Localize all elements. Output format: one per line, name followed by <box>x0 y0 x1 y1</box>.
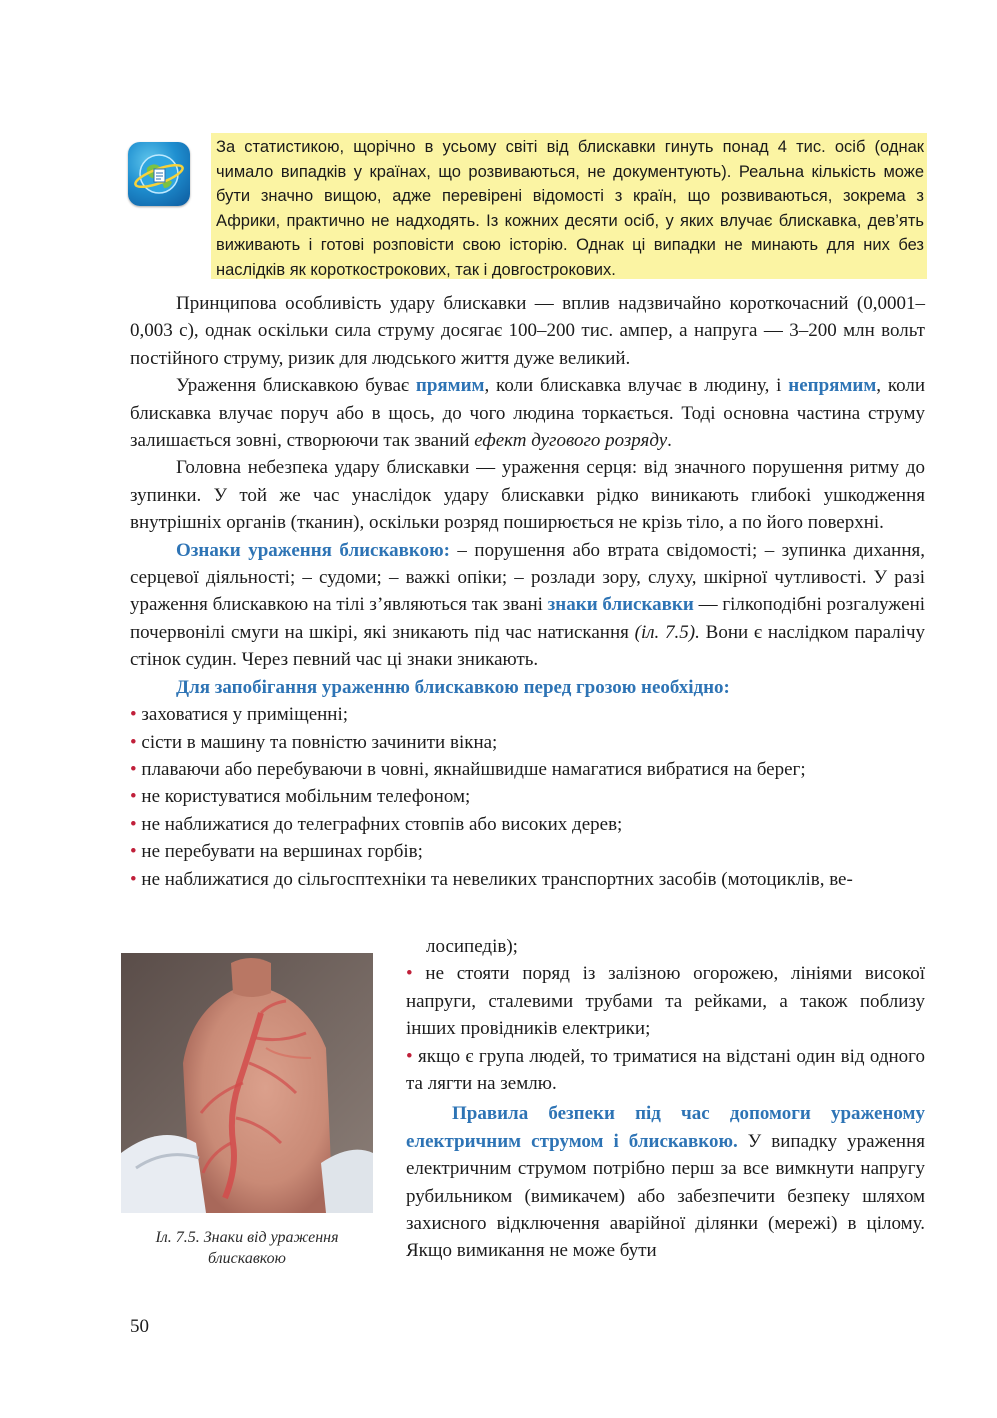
right-column-text <box>406 933 925 1265</box>
text-run: Ураження блискавкою буває <box>176 375 416 397</box>
bullet-item <box>130 756 925 783</box>
info-callout-text: За статистикою, щорічно в усьому світі від блискавки гинуть понад 4 тис. осіб (однак чимало випадків у країнах, що розвиваються, не документують). Реальна кількість може бути значно вищою, адже перевірені відомості з країн, що розвиваються, зокрема з Африки, практично не надходять. Із кожних десяти осіб, у яких влучає блискавка, дев’ять виживають і готові розповісти свою історію. Однак ці випадки не минають для них без наслідків як короткострокових, так і довгострокових. <box>216 138 924 279</box>
bullet-item <box>130 811 925 838</box>
text-run: – порушення або втрата свідомості; – зупинка дихання, серцевої діяльності; – судоми; – важкі опіки; – розлади зору, слуху, шкірної чутливості. У разі ураження блискавкою на тілі з’являються так звані <box>130 539 925 616</box>
bullet-item <box>130 783 925 810</box>
paragraph-symptoms <box>130 537 925 674</box>
bullet-marker: • <box>130 704 137 726</box>
bullet-marker: • <box>130 868 137 890</box>
bullet-text: сісти в машину та повністю зачинити вікна; <box>141 731 498 753</box>
bullet-marker: • <box>130 731 137 753</box>
paragraph-heart-danger: Головна небезпека удару блискавки — ураження серця: від значного порушення ритму до зупинки. У той же час унаслідок удару блискавки рідко виникають глибокі ушкодження внутрішніх органів (тканин), оскільки розряд поширюється не крізь тіло, а по його поверхні. <box>130 457 925 534</box>
figure-photo <box>121 953 373 1213</box>
bullet-marker: • <box>406 963 413 985</box>
safety-text: У випадку ураження електричним струмом потрібно перш за все вимкнути напругу рубильником (вимикачем) або забезпечити безпеку шляхом захисного відключення аварійної ділянки (мережі) в цілому. Якщо вимикання не може бути <box>406 1130 925 1262</box>
symptoms-heading: Ознаки ураження блискавкою: <box>176 539 450 561</box>
page-number: 50 <box>130 1316 149 1337</box>
bullet-marker: • <box>130 841 137 863</box>
bullet-marker: • <box>130 813 137 835</box>
bullet-text: не перебувати на вершинах горбів; <box>141 841 423 863</box>
bullet-marker: • <box>130 758 137 780</box>
text-run: . <box>667 430 672 452</box>
figure-reference: (іл. 7.5). <box>634 621 700 643</box>
bullet-item <box>130 701 925 728</box>
bullet-text: не стояти поряд із залізною огорожею, лініями високої напруги, сталевими трубами та рейками, а також поблизу інших провідників електрики; <box>406 963 925 1040</box>
bullet-item <box>130 729 925 756</box>
term-direct: прямим <box>415 375 485 397</box>
bullet-text: не користуватися мобільним телефоном; <box>141 786 471 808</box>
bullet-text: якщо є група людей, то триматися на відстані один від одного та лягти на землю. <box>406 1045 926 1095</box>
main-text <box>130 290 925 893</box>
bullet-item <box>130 866 925 893</box>
info-callout <box>211 133 927 279</box>
figure-caption: Іл. 7.5. Знаки від ураження блискавкою <box>155 1229 339 1267</box>
bullet-item <box>406 1043 925 1098</box>
bullet-text: не наближатися до сільгосптехніки та невеликих транспортних засобів (мотоциклів, ве- <box>141 868 853 890</box>
paragraph-lightning-types <box>130 372 925 454</box>
bullet-marker: • <box>130 786 137 808</box>
safety-heading: Правила безпеки під час допомоги ураженому електричним струмом і блискавкою. <box>406 1103 925 1152</box>
text-run: — гілкоподібні розгалужені почервонілі смуги на шкірі, які зникають під час натискання <box>130 594 926 643</box>
prevention-heading: Для запобігання ураженню блискавкою перед грозою необхідно: <box>176 676 730 698</box>
term-lightning-marks: знаки блискавки <box>547 594 694 616</box>
bullet-item <box>130 838 925 865</box>
bullet-continuation: лосипедів); <box>426 936 518 957</box>
bullet-text: заховатися у приміщенні; <box>141 704 349 726</box>
bullet-marker: • <box>406 1045 413 1067</box>
text-run: , коли блискавка влучає в людину, і <box>484 375 789 397</box>
text-run: , коли блискавка влучає поруч або в щось, до чого людина торкається. Тоді основна частина струму залишається зовні, створюючи так званий <box>130 375 926 452</box>
text-run: Вони є наслідком паралічу стінок судин. Через певний час ці знаки зникають. <box>130 621 926 671</box>
bullet-text: плаваючи або перебуваючи в човні, якнайшвидше намагатися вибратися на берег; <box>141 758 806 780</box>
paragraph-safety-rules <box>406 1100 925 1264</box>
globe-info-icon <box>128 142 190 206</box>
bullet-item <box>406 960 925 1042</box>
term-indirect: непрямим <box>788 375 877 397</box>
term-arc-effect: ефект дугового розряду <box>474 430 668 452</box>
bullet-text: не наближатися до телеграфних стовпів або високих дерев; <box>141 813 623 835</box>
paragraph-lightning-features: Принципова особливість удару блискавки — вплив надзвичайно короткочасний (0,0001–0,003 с), однак оскільки сила струму досягає 100–200 тис. ампер, а напруга — 3–200 млн вольт постійного струму, ризик для людського життя дуже великий. <box>130 293 925 369</box>
